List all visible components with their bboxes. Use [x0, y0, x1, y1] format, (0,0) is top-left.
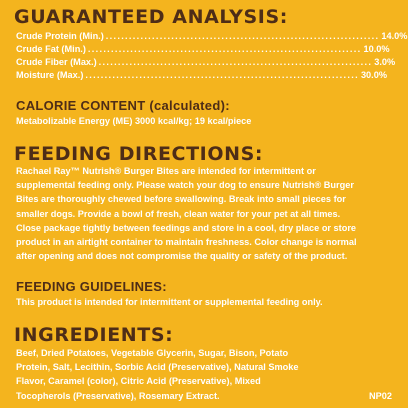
analysis-label: Crude Fiber (Max.): [16, 57, 97, 67]
calorie-line: Metabolizable Energy (ME) 3000 kcal/kg; 19 kcal/piece: [16, 116, 252, 126]
dot-leader: .......................................................................: [105, 31, 380, 41]
dot-leader: .......................................................................: [87, 44, 362, 54]
directions-line: product in an airtight container to maintain freshness. Color change is normal: [16, 237, 357, 248]
ingredients-line: Beef, Dried Potatoes, Vegetable Glycerin, Sugar, Bison, Potato: [16, 348, 289, 358]
analysis-value: 30.0%: [360, 70, 387, 80]
guidelines-line: This product is intended for intermittent or supplemental feeding only.: [16, 297, 323, 307]
analysis-row-fat: [16, 42, 390, 56]
ingredients-heading: INGREDIENTS:: [14, 324, 174, 346]
analysis-row-protein: [16, 29, 408, 43]
feeding-guidelines-text: [16, 295, 392, 309]
analysis-label: Crude Protein (Min.): [16, 31, 104, 41]
ingredients-text: [16, 346, 392, 403]
feeding-directions-heading: FEEDING DIRECTIONS:: [14, 143, 264, 165]
directions-line: Rachael Ray™ Nutrish® Burger Bites are intended for intermittent or: [16, 166, 316, 176]
guaranteed-analysis-heading: GUARANTEED ANALYSIS:: [14, 6, 288, 28]
analysis-label: Moisture (Max.): [16, 70, 84, 80]
analysis-value: 14.0%: [381, 31, 408, 41]
ingredients-line: Tocopherols (Preservative), Rosemary Extract.: [16, 390, 220, 401]
ingredients-line: Protein, Salt, Lecithin, Sorbic Acid (Preservative), Natural Smoke: [16, 362, 299, 373]
product-code: NP02: [369, 391, 392, 401]
analysis-value: 3.0%: [374, 57, 396, 67]
analysis-value: 10.0%: [363, 44, 390, 54]
analysis-label: Crude Fat (Min.): [16, 44, 86, 54]
directions-line: supplemental feeding only. Please watch your dog to ensure Nutrish® Burger: [16, 180, 354, 191]
analysis-row-moisture: [16, 68, 387, 82]
directions-line: smaller dogs. Provide a bowl of fresh, clean water for your pet at all times.: [16, 208, 341, 219]
dot-leader: .......................................................................: [98, 57, 373, 67]
ingredients-line: Flavor, Caramel (color), Citric Acid (Preservative), Mixed: [16, 376, 261, 387]
feeding-directions-text: [16, 164, 392, 263]
directions-line: Close package tightly between feedings and store in a cool, dry place or store: [16, 222, 357, 233]
dot-leader: .......................................................................: [85, 70, 359, 80]
directions-line: Bites are thoroughly chewed before swallowing. Break into small pieces for: [16, 194, 346, 205]
directions-line: after opening and does not compromise the quality or safety of the product.: [16, 251, 348, 262]
calorie-content-heading: CALORIE CONTENT (calculated):: [16, 98, 230, 113]
feeding-guidelines-heading: FEEDING GUIDELINES:: [16, 279, 167, 294]
analysis-row-fiber: [16, 55, 396, 69]
calorie-content-text: [16, 114, 392, 128]
